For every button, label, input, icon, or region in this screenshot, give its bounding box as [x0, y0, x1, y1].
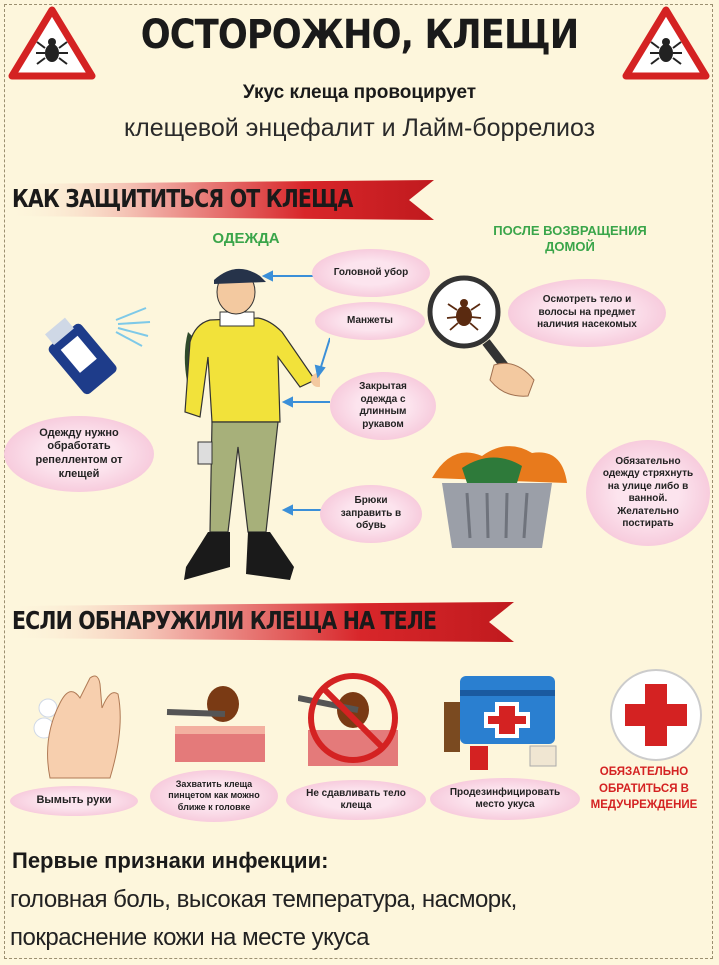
- poster-title: ОСТОРОЖНО, КЛЕЩИ: [140, 12, 579, 58]
- bubble-shake-clothes: Обязательно одежду стряхнуть на улице либо в ванной. Желательно постирать: [586, 440, 710, 546]
- found-heading: ЕСЛИ ОБНАРУЖИЛИ КЛЕЩА НА ТЕЛЕ: [12, 606, 437, 635]
- bubble-inspect: Осмотреть тело и волосы на предмет наличия насекомых: [508, 279, 666, 347]
- signs-line-2: покраснение кожи на месте укуса: [10, 924, 369, 951]
- poster-subtitle: Укус клеща провоцирует: [242, 82, 477, 103]
- clothes-heading: ОДЕЖДА: [212, 230, 280, 247]
- do-not-squeeze-icon: [298, 668, 408, 773]
- hospital-text: ОБЯЗАТЕЛЬНО ОБРАТИТЬСЯ В МЕДУЧРЕЖДЕНИЕ: [590, 766, 698, 812]
- step-no-squeeze: Не сдавливать тело клеща: [286, 780, 426, 820]
- laundry-basket-icon: [422, 438, 572, 553]
- step-tweezers: Захватить клеща пинцетом как можно ближе к головке: [150, 770, 278, 822]
- step-disinfect: Продезинфицировать место укуса: [430, 778, 580, 820]
- bubble-repellent: Одежду нужно обработать репеллентом от клещей: [4, 416, 154, 492]
- protect-heading: КАК ЗАЩИТИТЬСЯ ОТ КЛЕЩА: [12, 184, 353, 213]
- signs-line-1: головная боль, высокая температура, насморк,: [10, 886, 517, 913]
- bubble-hat: Головной убор: [312, 249, 430, 297]
- repellent-spray-icon: [28, 300, 153, 395]
- first-aid-kit-icon: [440, 662, 565, 777]
- hospital-cross-icon: [607, 666, 705, 764]
- bubble-pants: Брюки заправить в обувь: [320, 485, 422, 543]
- step-wash-hands: Вымыть руки: [10, 786, 138, 816]
- washing-hands-icon: [30, 668, 135, 783]
- tweezers-tick-icon: [165, 668, 275, 768]
- bubble-cuffs: Манжеты: [315, 302, 425, 340]
- after-return-heading: ПОСЛЕ ВОЗВРАЩЕНИЯ ДОМОЙ: [493, 223, 647, 254]
- bubble-closed-clothes: Закрытая одежда с длинным рукавом: [330, 372, 436, 440]
- pointer-arrows: [250, 262, 330, 422]
- diseases-text: клещевой энцефалит и Лайм-боррелиоз: [123, 114, 596, 142]
- signs-heading: Первые признаки инфекции:: [12, 848, 329, 873]
